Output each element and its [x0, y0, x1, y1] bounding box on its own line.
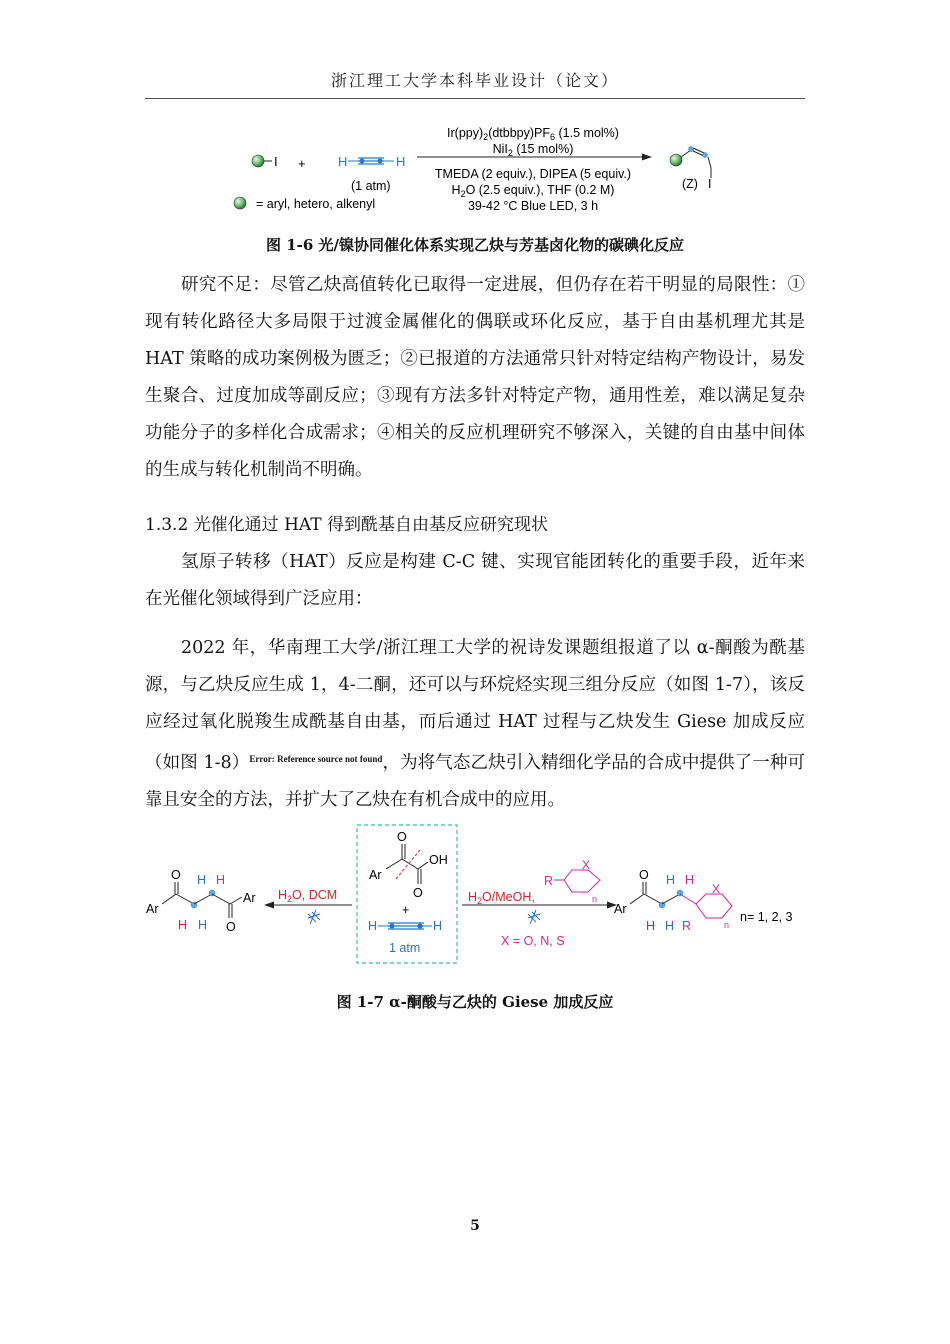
diketone-ar-left: Ar — [146, 902, 159, 916]
product-n: n — [724, 920, 730, 930]
figure-1-7-scheme — [140, 822, 810, 967]
figure-1-6-caption: 图 1-6 光/镍协同催化体系实现乙炔与芳基卤化物的碳碘化反应 — [265, 236, 685, 254]
reagent-r: R — [544, 874, 554, 888]
ketoacid-o-top: O — [397, 830, 407, 844]
plus-sign: + — [298, 156, 306, 171]
left-light-icon — [308, 910, 320, 924]
acetylene-h-left: H — [368, 919, 378, 933]
conditions-solvent: $H_2O$ (2.5 equiv.), THF (0.2 M) — [451, 183, 615, 199]
acetylene-h-left: H — [338, 154, 348, 169]
reagent-n: n — [592, 894, 598, 904]
ketoacid-oh: OH — [429, 853, 448, 867]
diketone-h3: H — [178, 918, 188, 932]
iodide-label: I — [274, 154, 278, 169]
aryl-ball-icon — [252, 155, 264, 167]
product-ball-icon — [670, 154, 682, 166]
cleavage-line — [396, 850, 420, 879]
section-heading-1-3-2: 1.3.2 光催化通过 HAT 得到酰基自由基反应研究现状 — [145, 515, 548, 535]
legend-ball-icon — [234, 197, 246, 209]
right-light-icon — [528, 910, 540, 924]
diketone-ar-right: Ar — [243, 891, 256, 905]
product-iodide: I — [708, 177, 712, 191]
header-rule — [145, 98, 805, 99]
reagent-ring — [554, 870, 600, 892]
reagent-x: X — [582, 858, 591, 872]
legend-text: = aryl, hetero, alkenyl — [256, 197, 376, 211]
left-conditions: $H_2O$, DCM — [278, 888, 338, 904]
page-header: 浙江理工大学本科毕业设计（论文） — [330, 71, 619, 90]
conditions-temperature: 39-42 °C Blue LED, 3 h — [467, 199, 599, 212]
n-values: n= 1, 2, 3 — [740, 910, 793, 924]
paragraph-hat-intro: 氢原子转移（HAT）反应是构建 C-C 键、实现官能团转化的重要手段，近年来在光催化领域得到广泛应用： — [145, 552, 805, 609]
diketone-h1: H — [197, 873, 207, 887]
conditions-catalyst: $Ir(ppy)_2(dtbbpy)PF_6$ (1.5 mol%) — [447, 126, 619, 142]
product-h4: H — [665, 919, 675, 933]
product-h1: H — [666, 873, 676, 887]
conditions-nickel: NiI$_2$ (15 mol%) — [492, 142, 574, 158]
product-ar: Ar — [614, 902, 627, 916]
product-h2: H — [685, 873, 695, 887]
product-o: O — [639, 868, 649, 882]
acetylene-h-right: H — [396, 154, 406, 169]
right-conditions: $H_2O$/MeOH, — [468, 890, 535, 906]
paragraph-limitations: 研究不足：尽管乙炔高值转化已取得一定进展，但仍存在若干明显的局限性：①现有转化路径大多局限于过渡金属催化的偶联或环化反应，基于自由基机理尤其是 HAT 策略的成功案例极为匮乏；②已报道的方法通常只针对特定结构产物设计，易发生聚合、过度加成等副反应；③现有方法多针对特定产物，通用性差，难以满足复杂功能分子的多样化合成需求；④相关的反应机理研究不够深入，关键的自由基中间体的生成与转化机制尚不明确。 — [145, 275, 805, 480]
diketone-o-left: O — [171, 868, 181, 882]
acetylene-h-right: H — [433, 919, 443, 933]
figure-1-6-scheme — [220, 118, 740, 212]
product-h3: H — [646, 919, 656, 933]
diketone-o-right: O — [226, 920, 236, 934]
heteroatom-note: X = O, N, S — [501, 934, 565, 948]
figure-1-7-caption: 图 1-7 α-酮酸与乙炔的 Giese 加成反应 — [336, 993, 614, 1011]
ketoacid-o-bottom: O — [413, 886, 423, 900]
reference-error: Error: Reference source not found — [249, 754, 383, 764]
paragraph-zhu-work: 2022 年，华南理工大学/浙江理工大学的祝诗发课题组报道了以 α-酮酸为酰基源，与乙炔反应生成 1，4-二酮，还可以与环烷烃实现三组分反应（如图 1-7），该反应经过氧化脱羧生成酰基自由基，而后通过 HAT 过程与乙炔发生 Giese 加成反应（如图 1-8）$^{Error: Reference source not found}$，为将气态乙炔引入精细化学品的合成中提供了一种可靠且安全的方法，并扩大了乙炔在有机合成中的应用。 — [145, 638, 806, 810]
product-r: R — [682, 919, 692, 933]
reactant-plus: + — [402, 903, 410, 917]
ketoacid-ar: Ar — [369, 868, 382, 882]
conditions-bases: TMEDA (2 equiv.), DIPEA (5 equiv.) — [434, 167, 632, 181]
diketone-h4: H — [198, 918, 208, 932]
page-number: 5 — [470, 1218, 480, 1234]
product-geometry: (Z) — [682, 177, 698, 191]
acetylene-pressure: (1 atm) — [351, 179, 391, 193]
product-ring — [696, 894, 732, 918]
product-x: X — [712, 882, 721, 896]
acetylene-pressure: 1 atm — [389, 941, 421, 955]
diketone-h2: H — [216, 873, 226, 887]
